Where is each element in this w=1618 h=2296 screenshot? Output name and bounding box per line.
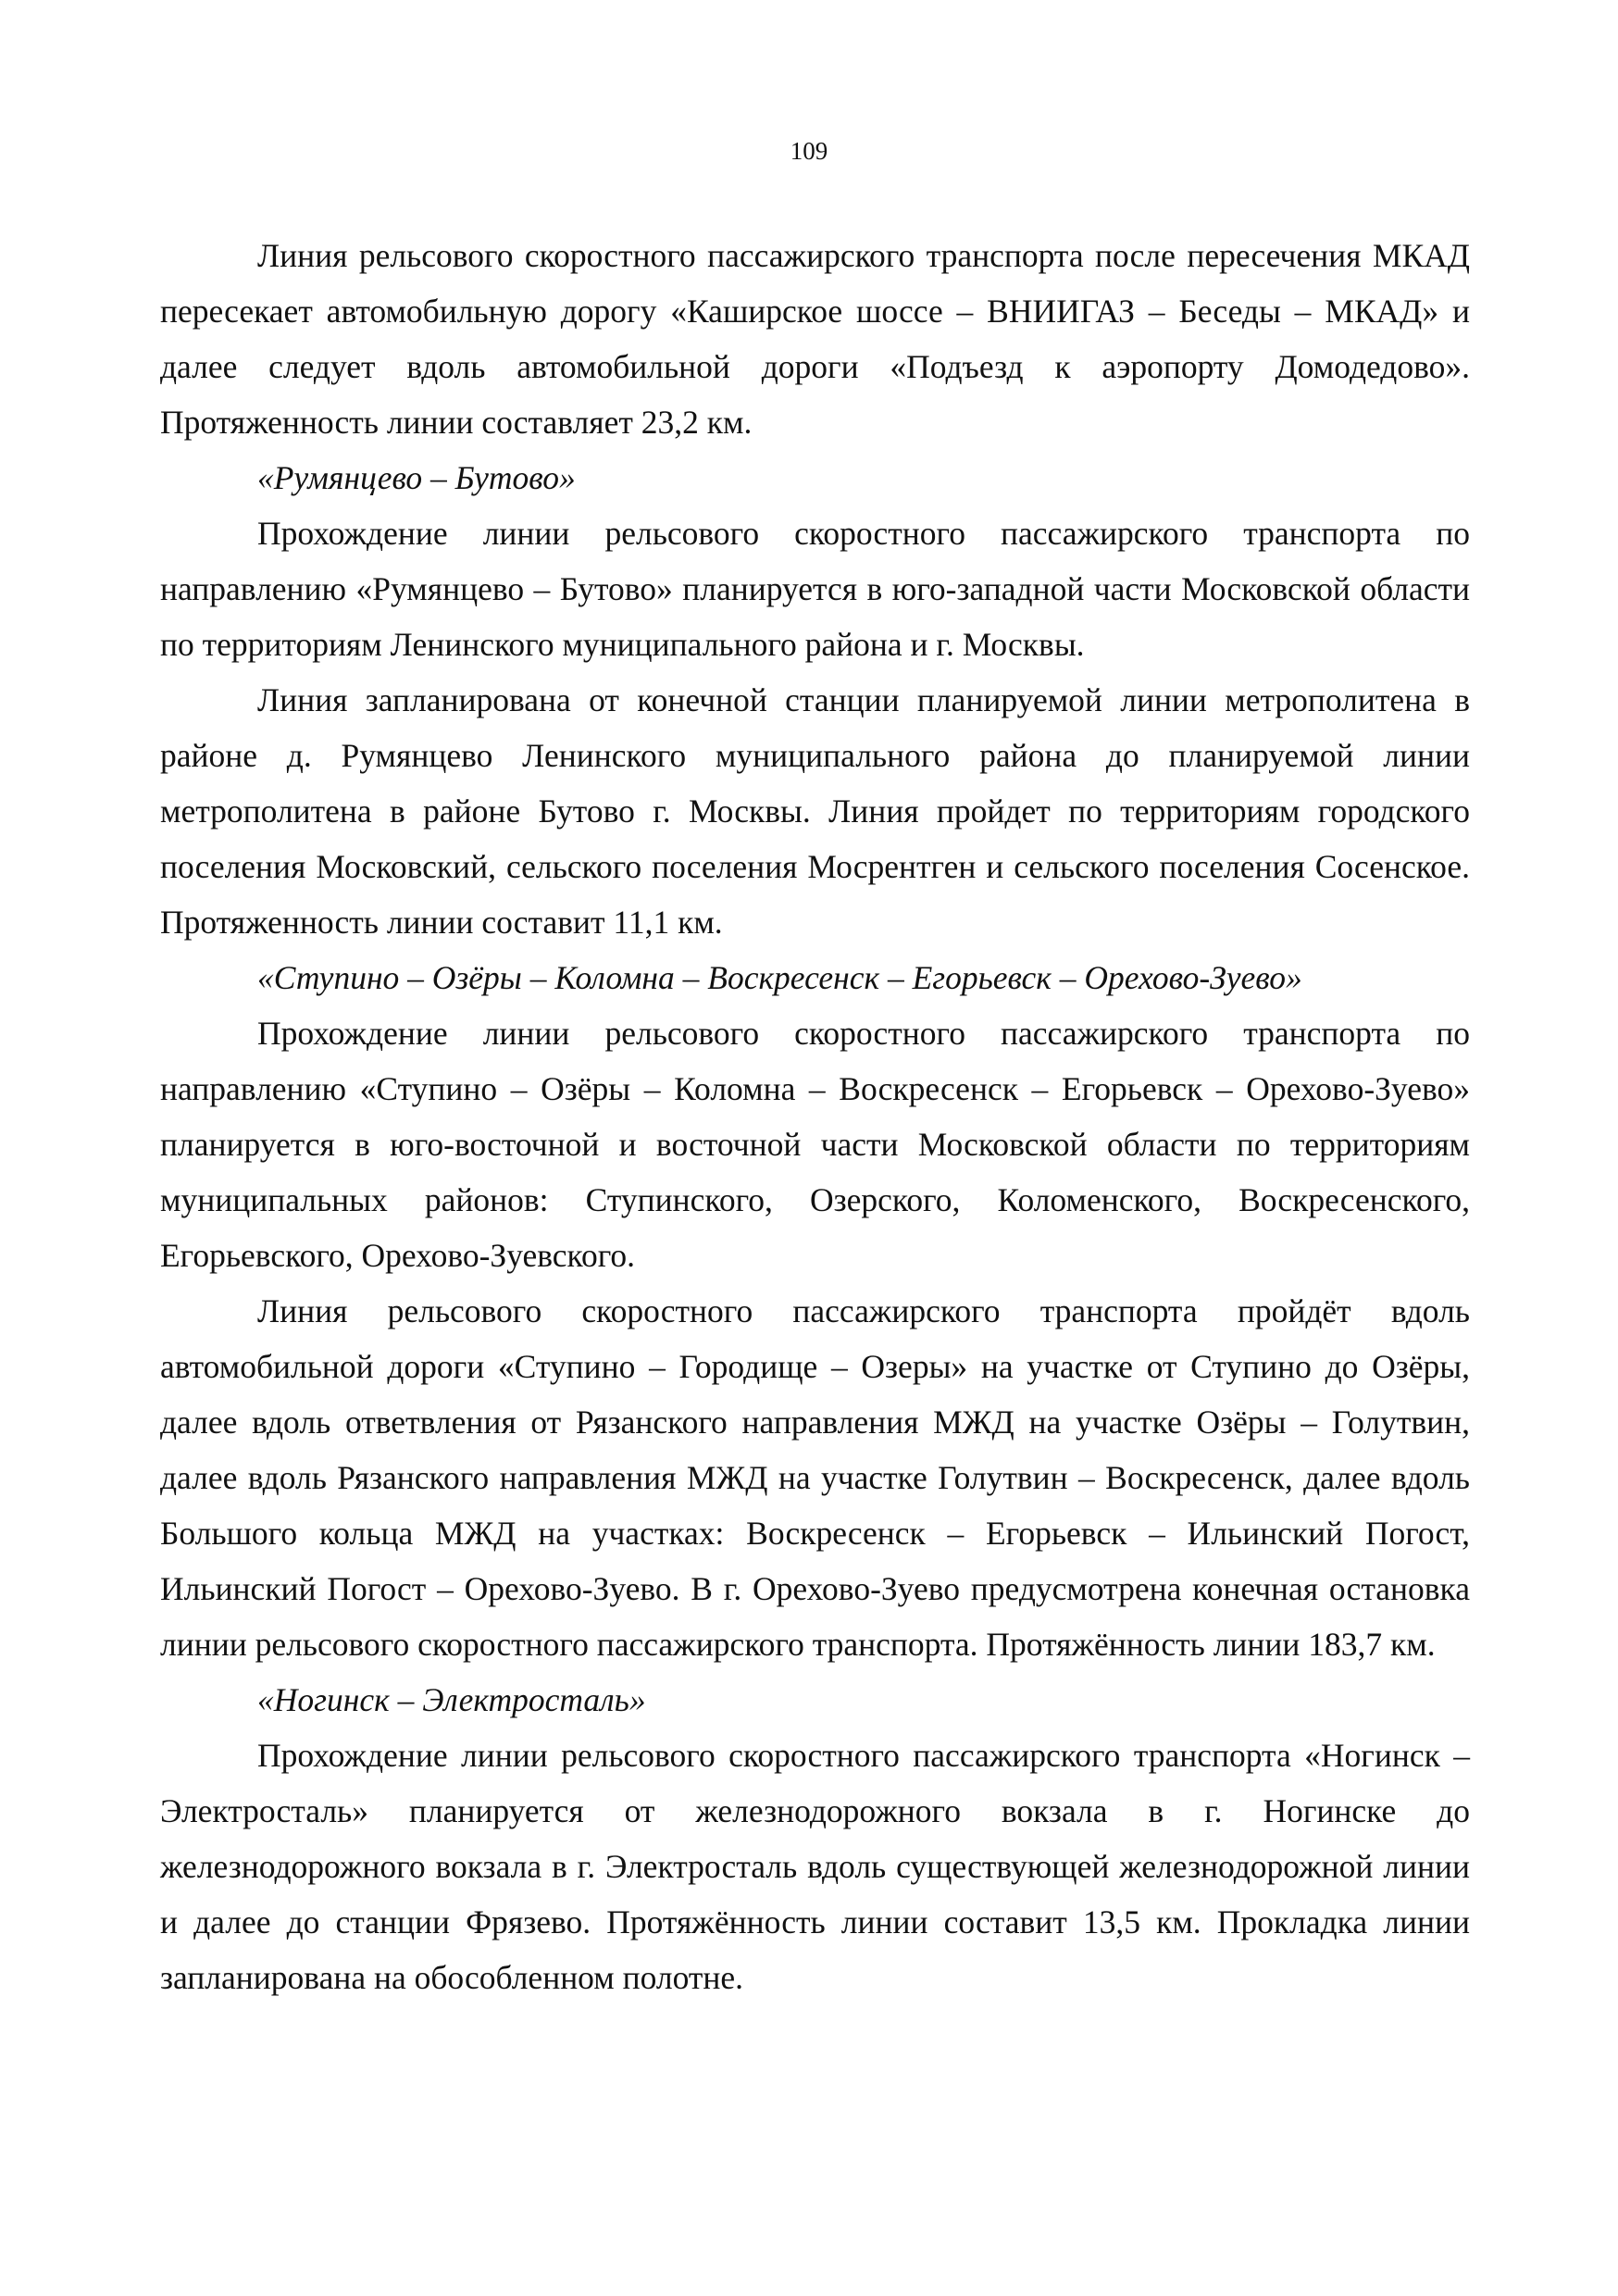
paragraph-noginsk-elektrostal: Прохождение линии рельсового скоростного пассажирского транспорта «Ногинск – Электросталь» планируется от железнодорожного вокзала в г. Ногинске до железнодорожного вокзала в г. Электросталь вдоль существующей железнодорожной линии и далее до станции Фрязево. Протяжённость линии составит 13,5 км. Прокладка линии запланирована на обособленном полотне. bbox=[160, 1737, 1470, 1996]
paragraph-rumyantsevo-butovo-details: Линия запланирована от конечной станции планируемой линии метрополитена в районе д. Румянцево Ленинского муниципального района до планируемой линии метрополитена в районе Бутово г. Москвы. Линия пройдет по территориям городского поселения Московский, сельского поселения Мосрентген и сельского поселения Сосенское. Протяженность линии составит 11,1 км. bbox=[160, 681, 1470, 941]
section-heading-rumyantsevo-butovo: «Румянцево – Бутово» bbox=[257, 459, 576, 496]
paragraph-mkad-crossing: Линия рельсового скоростного пассажирского транспорта после пересечения МКАД пересекает автомобильную дорогу «Каширское шоссе – ВНИИГАЗ – Беседы – МКАД» и далее следует вдоль автомобильной дороги «Подъезд к аэропорту Домодедово». Протяженность линии составляет 23,2 км. bbox=[160, 237, 1470, 441]
section-heading-stupino-orekhovo-zuevo: «Ступино – Озёры – Коломна – Воскресенск – Егорьевск – Орехово-Зуево» bbox=[257, 959, 1302, 996]
document-body bbox=[160, 228, 1470, 2005]
paragraph-rumyantsevo-butovo-route: Прохождение линии рельсового скоростного пассажирского транспорта по направлению «Румянцево – Бутово» планируется в юго-западной части Московской области по территориям Ленинского муниципального района и г. Москвы. bbox=[160, 515, 1470, 663]
paragraph-stupino-route: Прохождение линии рельсового скоростного пассажирского транспорта по направлению «Ступино – Озёры – Коломна – Воскресенск – Егорьевск – Орехово-Зуево» планируется в юго-восточной и восточной части Московской области по территориям муниципальных районов: Ступинского, Озерского, Коломенского, Воскресенского, Егорьевского, Орехово-Зуевского. bbox=[160, 1015, 1470, 1274]
page-number: 109 bbox=[790, 137, 828, 165]
section-heading-noginsk-elektrostal: «Ногинск – Электросталь» bbox=[257, 1681, 646, 1718]
paragraph-stupino-details: Линия рельсового скоростного пассажирского транспорта пройдёт вдоль автомобильной дороги «Ступино – Городище – Озеры» на участке от Ступино до Озёры, далее вдоль ответвления от Рязанского направления МЖД на участке Озёры – Голутвин, далее вдоль Рязанского направления МЖД на участке Голутвин – Воскресенск, далее вдоль Большого кольца МЖД на участках: Воскресенск – Егорьевск – Ильинский Погост, Ильинский Погост – Орехово-Зуево. В г. Орехово-Зуево предусмотрена конечная остановка линии рельсового скоростного пассажирского транспорта. Протяжённость линии 183,7 км. bbox=[160, 1292, 1470, 1663]
